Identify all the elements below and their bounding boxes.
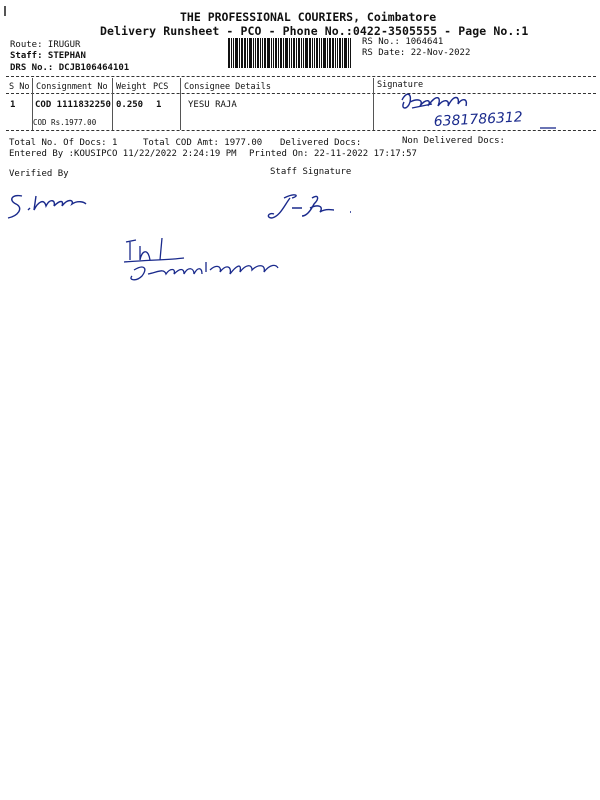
barcode-bar [262, 38, 263, 68]
barcode-bar [278, 38, 279, 68]
barcode-bar [289, 38, 290, 68]
barcode-bar [342, 38, 343, 68]
barcode-bar [332, 38, 334, 68]
verified-by-signature [4, 188, 104, 223]
non-delivered-docs: Non Delivered Docs: [402, 136, 505, 146]
barcode-bar [273, 38, 274, 68]
barcode-bar [293, 38, 295, 68]
staff-signature-label: Staff Signature [270, 167, 352, 177]
barcode-bar [257, 38, 259, 68]
barcode-bar [305, 38, 308, 68]
verified-by-label: Verified By [9, 169, 69, 179]
entered-by: Entered By :KOUSIPCO 11/22/2022 2:24:19 PM [9, 149, 237, 159]
drs-number: DRS No.: DCJB106464101 [10, 63, 130, 73]
row-cod-note: COD Rs.1977.00 [33, 118, 97, 127]
barcode-bar [249, 38, 252, 68]
barcode-bar [339, 38, 341, 68]
barcode-bar [314, 38, 315, 68]
barcode-bar [319, 38, 320, 68]
header-pcs: PCS [153, 82, 169, 92]
staff-signature [262, 190, 362, 225]
barcode-bar [329, 38, 331, 68]
barcode-bar [228, 38, 230, 68]
scan-mark [4, 6, 6, 16]
delivered-docs: Delivered Docs: [280, 138, 362, 148]
total-cod-amount: Total COD Amt: 1977.00 [143, 138, 263, 148]
barcode-bar [327, 38, 328, 68]
barcode-bar [264, 38, 266, 68]
receiver-phone: 6381786312 [433, 109, 524, 130]
barcode-bar [241, 38, 243, 68]
barcode-bar [285, 38, 288, 68]
col-divider [112, 78, 113, 130]
barcode-bar [321, 38, 322, 68]
barcode-bar [348, 38, 349, 68]
barcode-bar [335, 38, 336, 68]
barcode-bar [255, 38, 256, 68]
barcode-bar [231, 38, 232, 68]
row-consignee: YESU RAJA [188, 100, 237, 110]
barcode-bar [267, 38, 270, 68]
printed-on: Printed On: 22-11-2022 17:17:57 [249, 149, 417, 159]
barcode-bar [291, 38, 292, 68]
header-consignee-details: Consignee Details [184, 82, 271, 92]
header-s-no: S No [9, 82, 30, 92]
barcode-bar [296, 38, 297, 68]
row-s-no: 1 [10, 100, 16, 110]
barcode-bar [309, 38, 311, 68]
header-consignment-no: Consignment No [36, 82, 108, 92]
barcode-bar [275, 38, 277, 68]
route-label: Route: IRUGUR [10, 40, 81, 50]
barcode-bar [303, 38, 304, 68]
barcode-bar [344, 38, 347, 68]
barcode-bar [260, 38, 261, 68]
barcode-bar [283, 38, 284, 68]
col-divider [373, 78, 374, 130]
receiver-signature [392, 88, 592, 133]
row-consignment-no: COD 1111832250 [35, 100, 111, 110]
header-signature: Signature [377, 80, 424, 90]
barcode-bar [337, 38, 338, 68]
barcode-bar [301, 38, 302, 68]
col-divider [180, 78, 181, 130]
barcode-bar [235, 38, 238, 68]
header-weight: Weight [116, 82, 147, 92]
table-top-border [6, 76, 596, 77]
barcode-bar [323, 38, 326, 68]
barcode-bar [253, 38, 254, 68]
barcode-bar [280, 38, 282, 68]
handwritten-annotation [118, 232, 298, 292]
staff-label: Staff: STEPHAN [10, 51, 86, 61]
barcode-bar [247, 38, 248, 68]
barcode-bar [350, 38, 351, 68]
barcode-bar [271, 38, 272, 68]
row-weight: 0.250 [116, 100, 144, 110]
barcode-bar [312, 38, 313, 68]
barcode-bar [244, 38, 246, 68]
barcode-bar [316, 38, 318, 68]
barcode [228, 38, 352, 68]
row-pcs: 1 [156, 100, 162, 110]
rs-date: RS Date: 22-Nov-2022 [362, 48, 471, 58]
barcode-bar [298, 38, 300, 68]
company-title: THE PROFESSIONAL COURIERS, Coimbatore [180, 10, 437, 24]
barcode-bar [233, 38, 234, 68]
rs-number: RS No.: 1064641 [362, 37, 444, 47]
total-docs: Total No. Of Docs: 1 [9, 138, 118, 148]
runsheet-title: Delivery Runsheet - PCO - Phone No.:0422-3505555 - Page No.:1 [100, 24, 529, 38]
barcode-bar [239, 38, 240, 68]
